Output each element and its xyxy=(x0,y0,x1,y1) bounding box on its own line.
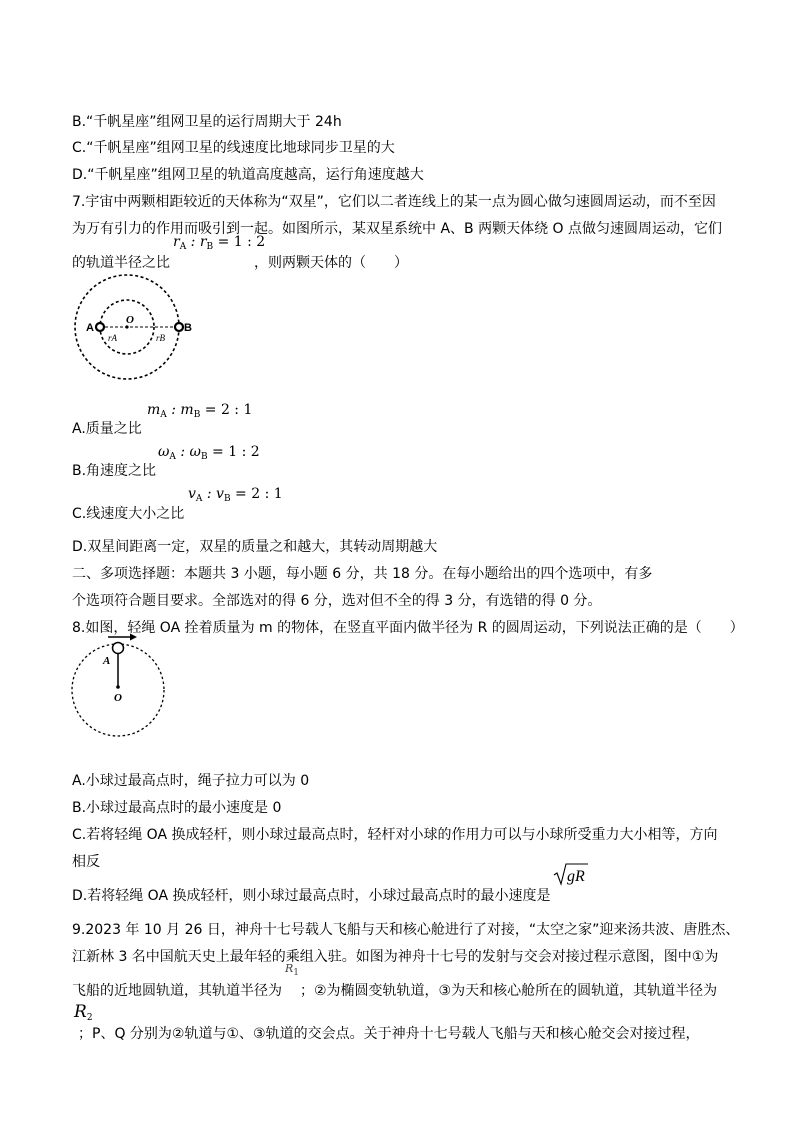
label-ra: rA xyxy=(108,333,117,343)
label-b: B xyxy=(184,322,192,334)
q7-stem-line3a: 的轨道半径之比 xyxy=(72,255,170,271)
q8-circle-figure xyxy=(72,632,172,744)
section2-header-line2: 个选项符合题目要求。全部选对的得 6 分，选对但不全的得 3 分，有选错的得 0 分。 xyxy=(72,593,602,609)
q7-stem-line1: 7.宇宙中两颗相距较近的天体称为“双星”，它们以二者连线上的某一点为圆心做匀速圆周运动，而不至因 xyxy=(72,194,716,210)
q8-option-c-line2: 相反 xyxy=(72,854,100,870)
q8-option-d: D.若将轻绳 OA 换成轻杆，则小球过最高点时，小球过最高点时的最小速度是 xyxy=(72,888,551,904)
q7-option-c-formula: $v_A$ : $v_B = 2$ : 1 xyxy=(188,486,283,504)
q6-option-b: B.“千帆星座”组网卫星的运行周期大于 24h xyxy=(72,114,342,130)
label-a: A xyxy=(86,322,94,334)
center-point xyxy=(116,685,120,689)
star-b xyxy=(175,323,183,331)
q9-stem-line1: 9.2023 年 10 月 26 日，神舟十七号载人飞船与天和核心舱进行了对接，“太空之家”迎来汤共波、唐胜杰、 xyxy=(72,922,740,938)
q7-option-b-formula: $\omega_A$ : $\omega_B = 1$ : 2 xyxy=(158,444,260,462)
q7-option-a: A.质量之比 xyxy=(72,421,142,437)
q8-option-c-line1: C.若将轻绳 OA 换成轻杆，则小球过最高点时，轻杆对小球的作用力可以与小球所受重力大小相等，方向 xyxy=(72,827,718,843)
velocity-arrowhead xyxy=(130,634,137,641)
q9-stem-line3a: 飞船的近地圆轨道，其轨道半径为 xyxy=(72,983,282,999)
q8-stem: 8.如图，轻绳 OA 拴着质量为 m 的物体，在竖直平面内做半径为 R 的圆周运动，下列说法正确的是（ ） xyxy=(72,620,744,636)
q7-option-c: C.线速度大小之比 xyxy=(72,506,185,522)
q7-option-a-formula: $m_A$ : $m_B = 2$ : 1 xyxy=(147,402,253,420)
q7-stem-line3b: ，则两颗天体的（ ） xyxy=(254,255,408,271)
q9-stem-line4: ；P、Q 分别为②轨道与①、③轨道的交会点。关于神舟十七号载人飞船与天和核心舱交会对接过程， xyxy=(78,1026,700,1042)
q7-double-star-figure xyxy=(72,274,202,382)
label-o: O xyxy=(126,314,134,326)
q7-option-b: B.角速度之比 xyxy=(72,463,157,479)
q7-radius-ratio: $r_A$ : $r_B = 1$ : 2 xyxy=(173,234,266,252)
q6-option-c: C.“千帆星座”组网卫星的线速度比地球同步卫星的大 xyxy=(72,140,395,156)
q8-option-d-formula xyxy=(553,862,589,886)
label-rb: rB xyxy=(156,333,165,343)
q8-option-b: B.小球过最高点时的最小速度是 0 xyxy=(72,800,282,816)
label-o: O xyxy=(114,692,122,704)
q8-option-a: A.小球过最高点时，绳子拉力可以为 0 xyxy=(72,773,310,789)
q7-option-d: D.双星间距离一定，双星的质量之和越大，其转动周期越大 xyxy=(72,539,438,555)
q9-r1-symbol: $R_1$ xyxy=(285,962,300,978)
star-a xyxy=(96,323,104,331)
q6-option-d: D.“千帆星座”组网卫星的轨道高度越高，运行角速度越大 xyxy=(72,167,424,183)
ball xyxy=(113,643,124,654)
q9-stem-line2: 江新林 3 名中国航天史上最年轻的乘组入驻。如图为神舟十七号的发射与交会对接过程示意图，图中①为 xyxy=(72,949,719,965)
label-a: A xyxy=(103,655,111,667)
svg-text:gR: gR xyxy=(567,868,585,885)
section2-header-line1: 二、多项选择题：本题共 3 小题，每小题 6 分，共 18 分。在每小题给出的四个选项中，有多 xyxy=(72,566,653,582)
q9-r2-symbol: $R_2$ xyxy=(74,1002,93,1023)
q7-stem-line2: 为万有引力的作用而吸引到一起。如图所示，某双星系统中 A、B 两颗天体绕 O 点做匀速圆周运动，它们 xyxy=(72,221,722,237)
q9-stem-line3b: ；②为椭圆变轨轨道，③为天和核心舱所在的圆轨道，其轨道半径为 xyxy=(300,983,718,999)
